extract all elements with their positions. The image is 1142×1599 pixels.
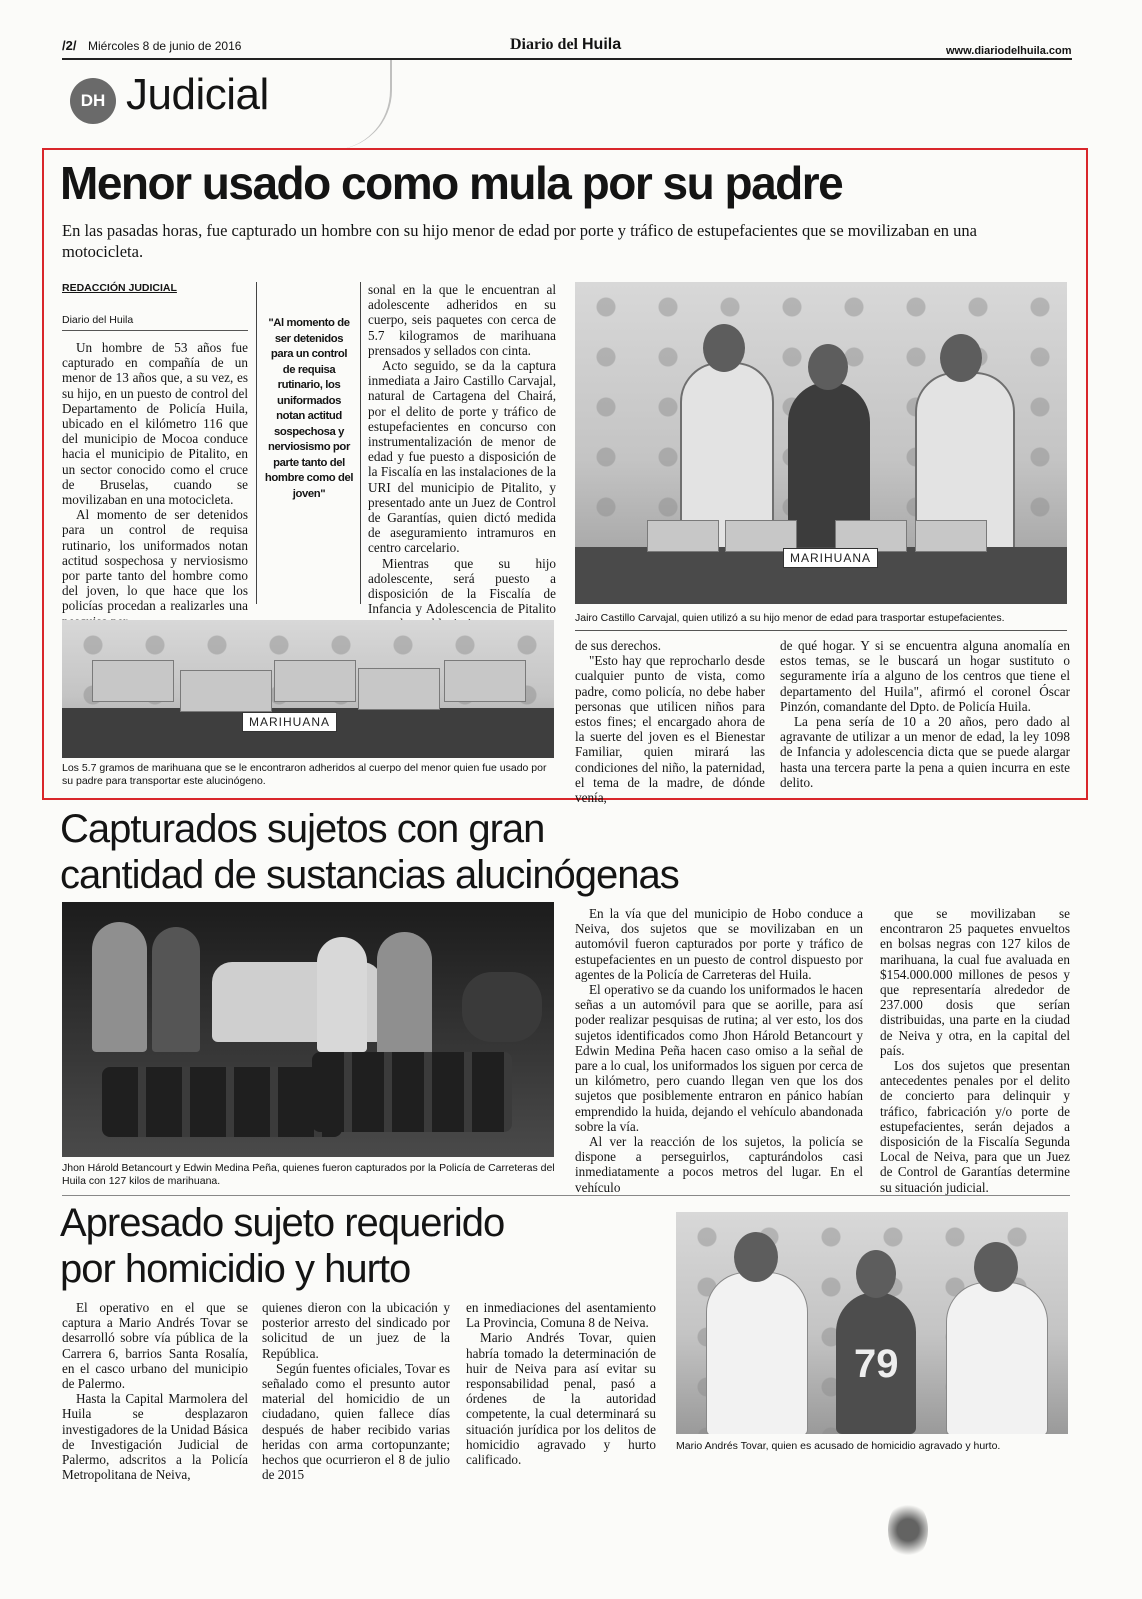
paragraph: en inmediaciones del asentamiento La Provincia, Comuna 8 de Neiva. (466, 1300, 656, 1331)
headline-line: por homicidio y hurto (60, 1247, 411, 1291)
paragraph: Al momento de ser detenidos para un control de requisa rutinario, los uniformados notan actitud sospechosa y nerviosismo por parte tanto del hombre como del joven, lo que hace que los policías procedan a realizarles una (62, 507, 248, 614)
caption-rule (575, 630, 1067, 631)
paper-name (510, 36, 621, 54)
paragraph: El operativo se da cuando los uniformados le hacen señas a un automóvil para que se aorille, para así poder realizar pesquisas de rutina; al ver esto, los dos sujetos identificados como Jhon Hárold Betancourt y Edwin Medina Peña hacen caso omiso a la señal de pare a lo cual, los uniformados los siguen por cerca de un kilómetro, pero cuando llegan ven que los dos sujetos que posiblemente entraron en pánico habían emprendido la huida, dejando el vehículo abandonada sobre la vía. (575, 982, 863, 1134)
photo-packages-row (312, 1052, 512, 1132)
masthead-rule (62, 58, 1072, 60)
paragraph: Los dos sujetos que presentan antecedentes penales por el delito de concierto para delinquir y tráfico, fabricación y/o porte de estupefacientes, serán dejados a disposición de la Fiscalía Segunda Local de Neiva, para que un Juez de Control de Garantías determine su situación judicial. (880, 1058, 1070, 1195)
photo-head (808, 344, 848, 390)
paragraph: El operativo en el que se captura a Mario Andrés Tovar se desarrolló sobre vía pública de la Carrera 6, barrios Santa Rosalía, en el casco urbano del municipio de Palermo. (62, 1300, 248, 1392)
headline-line: Apresado sujeto requerido (60, 1201, 505, 1245)
pull-quote: "Al momento de ser detenidos para un control de requisa rutinario, los uniformados notan actitud sospechosa y nerviosismo por parte tanto del hombre como del joven" (264, 317, 354, 500)
photo-officer-right (946, 1282, 1048, 1434)
photo-head (734, 1232, 778, 1282)
column-rule (256, 282, 257, 604)
paragraph: que se movilizaban se encontraron 25 paquetes envueltos en bolsas negras con 127 kilos de marihuana, la cual fue avaluada en $154.000.000 millones de pesos y que representaría alrededor de 237.000 dosis que serían distribuidas, una parte en la ciudad de Neiva y otra, en la capital del país. (880, 906, 1070, 1058)
headline-line: cantidad de sustancias alucinógenas (60, 853, 679, 897)
article1-column-5 (780, 638, 1070, 790)
article2-headline (60, 806, 679, 898)
paragraph: En la vía que del municipio de Hobo conduce a Neiva, dos sujetos que se movilizaban en un automóvil fueron capturados por porte y tráfico de estupefacientes en un puesto de control dispuesto por agentes de la Policía de Carreteras del Huila. (575, 906, 863, 982)
article1-photo-packages (62, 620, 554, 758)
article2-column-1 (575, 906, 863, 1195)
photo-head (940, 334, 982, 382)
photo-package (647, 520, 719, 552)
article3-column-2 (262, 1300, 450, 1482)
article1-column-1 (62, 340, 248, 629)
paper-name-b: Huila (582, 36, 622, 53)
article3-column-3 (466, 1300, 656, 1467)
paragraph: sonal en la que le encuentran al adolescente adheridos en su cuerpo, seis paquetes con cerca de 5.7 kilogramos de marihuana prensados y sellados con cinta. (368, 282, 556, 358)
headline-line: Capturados sujetos con gran (60, 807, 545, 851)
paragraph: Mario Andrés Tovar, quien habría tomado la determinación de huir de Neiva para así evitar su responsabilidad penal, pasó a órdenes de la autoridad competente, la cual determinará su situación jurídica por los delitos de homicidio agravado y hurto calificado. (466, 1330, 656, 1468)
article1-deck: En las pasadas horas, fue capturado un hombre con su hijo menor de edad por porte y tráfico de estupefacientes que se movilizaban en una motocicleta. (62, 221, 977, 261)
photo-package (180, 670, 272, 712)
issue-date: Miércoles 8 de junio de 2016 (88, 39, 242, 53)
scan-smudge (888, 1500, 928, 1560)
photo-head (703, 324, 745, 372)
article2-photo-caption: Jhon Hárold Betancourt y Edwin Medina Peña, quienes fueron capturados por la Policía de Carreteras del Huila con 127 kilos de marihuana. (62, 1162, 555, 1187)
photo-evidence-label: MARIHUANA (242, 712, 337, 732)
section-logo-text: DH (80, 91, 106, 110)
page-number: /2/ (62, 38, 77, 53)
paragraph: Mientras que su hijo adolescente, será puesto a disposición de la Fiscalía de Infancia y Adolescencia de Pitalito (368, 555, 556, 617)
paragraph: La pena sería de 10 a 20 años, pero dado al agravante de utilizar a un menor de edad, la ley 1098 de Infancia y adolescencia dicta que se puede alargar hasta una tercera parte la pena a quien incurra en este delito. (780, 714, 1070, 790)
section-divider (62, 1195, 1070, 1196)
article1-source: Diario del Huila (62, 314, 134, 326)
photo-package (92, 660, 174, 702)
website-url: www.diariodelhuila.com (946, 45, 1072, 57)
article3-photo-suspect (676, 1212, 1068, 1434)
photo-head (856, 1250, 896, 1298)
section-swoosh (320, 60, 392, 150)
paragraph: quienes dieron con la ubicación y posterior arresto del sindicado por solicitud de un juez de la República. (262, 1300, 450, 1361)
photo-package (274, 660, 356, 702)
article1-headline: Menor usado como mula por su padre (60, 157, 843, 209)
article3-photo-caption: Mario Andrés Tovar, quien es acusado de homicidio agravado y hurto. (676, 1440, 1001, 1452)
section-logo (70, 78, 116, 124)
photo-head (974, 1242, 1018, 1292)
paragraph: Hasta la Capital Marmolera del Huila se desplazaron investigadores de la Unidad Básica de Investigación Judicial de Palermo, adscritos a la Policía Metropolitana de Neiva, (62, 1391, 248, 1483)
photo-package (358, 668, 440, 710)
photo-motorcycle (462, 972, 542, 1042)
article2-photo-seizure (62, 902, 554, 1157)
article2-column-2 (880, 906, 1070, 1195)
paragraph: de sus derechos. (575, 638, 662, 653)
paragraph: Un hombre de 53 años fue capturado en compañía de un menor de 13 años que, a su vez, es su hijo, en un puesto de control del Departamento de Policía Huila, ubicado en el kilómetro 116 que del municipio de Mocoa conduce hacia el municipio de Pitalito, en un sector conocido como el cruce de Bruselas, cuando se movilizaban en una motocicleta. (62, 340, 248, 508)
photo-package (444, 660, 526, 702)
article1-photo-arrest-caption: Jairo Castillo Carvajal, quien utilizó a su hijo menor de edad para trasportar estupefacientes. (575, 612, 1005, 624)
photo-evidence-label: MARIHUANA (783, 548, 878, 568)
photo-package (915, 520, 987, 552)
paragraph: Acto seguido, se da la captura inmediata a Jairo Castillo Carvajal, natural de Cartagena del Chairá, por el delito de porte y tráfico de estupefacientes en concurso con instrumentalización de menor de edad y fue puesto a disposición de la Fiscalía en las instalaciones de la URI del municipio de Pitalito, y presentado ante un Juez de Control de Garantías, quien dictó medida de aseguramiento intramuros en centro carcelario. (368, 358, 556, 556)
photo-suspect (317, 937, 367, 1052)
article1-column-4 (575, 638, 765, 805)
article1-photo-arrest (575, 282, 1067, 604)
article1-byline: REDACCIÓN JUDICIAL (62, 282, 177, 294)
paragraph: Al ver la reacción de los sujetos, la policía se dispone a perseguirlos, capturándolos casi inmediatamente a pocos metros del lugar. En el vehículo (575, 1134, 863, 1195)
article1-byline-rule (62, 330, 248, 331)
paragraph: de qué hogar. Y si se encuentra alguna anomalía en estos temas, se le buscará un hogar sustituto o seguramente iría a alguno de los centros que tiene el departamento del Huila", afirmó el coronel Óscar Pinzón, comandante del Dpto. de Policía Huila. (780, 638, 1070, 714)
photo-suspect (152, 927, 200, 1052)
photo-shirt-number: 79 (854, 1342, 899, 1386)
column-rule (360, 282, 361, 604)
paper-name-a: Diario del (510, 36, 578, 53)
photo-officer (92, 922, 147, 1052)
paragraph: Según fuentes oficiales, Tovar es señalado como el presunto autor material del homicidio de un ciudadano, quien fallece días después de haber recibido varias heridas con arma cortopunzante; hechos que ocurrieron el 8 de julio de 2015 (262, 1360, 450, 1483)
photo-packages-row (102, 1067, 342, 1137)
article1-photo-packages-caption: Los 5.7 gramos de marihuana que se le encontraron adheridos al cuerpo del menor quien fue usado por su padre para transportar este alucinógeno. (62, 762, 547, 787)
paragraph: "Esto hay que reprocharlo desde cualquier punto de vista, como padre, como policía, no debe haber personas que utilicen niños para estos fines; el encargado ahora de la suerte del joven es el Bienestar Familiar, quien mirará las condiciones del niño, la paternidad, el tema de la madre, de dónde venía, (575, 653, 765, 806)
section-title: Judicial (126, 70, 269, 119)
photo-officer (377, 932, 432, 1057)
photo-officer-left (706, 1272, 808, 1434)
article1-column-3 (368, 282, 556, 632)
article3-column-1 (62, 1300, 248, 1482)
article3-headline (60, 1200, 504, 1292)
